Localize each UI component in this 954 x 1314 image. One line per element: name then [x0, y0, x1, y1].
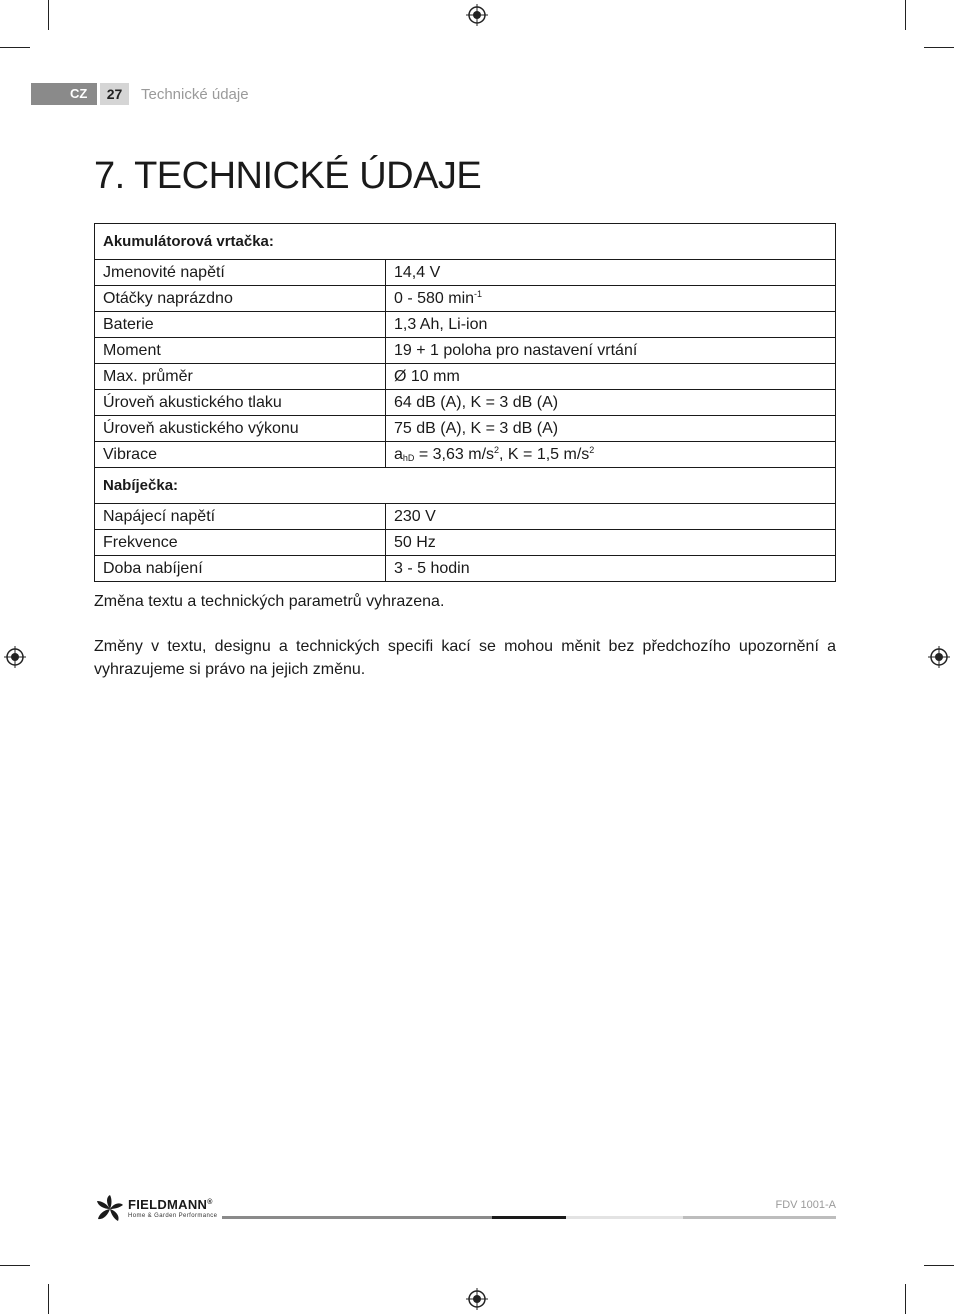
row-label: Úroveň akustického tlaku [95, 390, 386, 416]
change-note: Změna textu a technických parametrů vyhrazena. [94, 593, 445, 610]
row-value: 1,3 Ah, Li-ion [386, 312, 836, 338]
row-value: 50 Hz [386, 530, 836, 556]
brand-tagline: Home & Garden Performance [128, 1213, 218, 1219]
table-row [95, 390, 836, 416]
row-label: Otáčky naprázdno [95, 286, 386, 312]
table-row [95, 504, 836, 530]
model-code: FDV 1001-A [775, 1199, 836, 1211]
crop-mark [48, 1284, 49, 1314]
registration-mark-icon [466, 4, 488, 26]
table-row [95, 286, 836, 312]
row-label: Max. průměr [95, 364, 386, 390]
footer-rule [683, 1216, 836, 1219]
row-label: Doba nabíjení [95, 556, 386, 582]
row-value: 75 dB (A), K = 3 dB (A) [386, 416, 836, 442]
table-section-drill [95, 224, 836, 260]
row-value: Ø 10 mm [386, 364, 836, 390]
row-value: 64 dB (A), K = 3 dB (A) [386, 390, 836, 416]
language-code: CZ [70, 86, 88, 101]
registration-mark-icon [4, 646, 26, 668]
section-heading: Nabíječka: [95, 468, 836, 504]
subscript: hD [402, 453, 415, 463]
brand-text: FIELDMANN [128, 1197, 208, 1212]
row-label: Frekvence [95, 530, 386, 556]
crop-mark [48, 0, 49, 30]
crop-mark [0, 47, 30, 48]
crop-mark [905, 0, 906, 30]
row-label: Úroveň akustického výkonu [95, 416, 386, 442]
page-title: 7. TECHNICKÉ ÚDAJE [94, 155, 482, 197]
footer-rule [566, 1216, 683, 1219]
table-row [95, 364, 836, 390]
disclaimer-paragraph: Změny v textu, designu a technických specifi kací se mohou měnit bez předchozího upozornění a vyhrazujeme si právo na jejich změnu. [94, 638, 836, 678]
registered-mark: ® [207, 1199, 213, 1206]
table-section-charger [95, 468, 836, 504]
crop-mark [924, 1265, 954, 1266]
brand-name [128, 1197, 213, 1212]
row-value: 14,4 V [386, 260, 836, 286]
vibration-symbol: a [394, 446, 403, 463]
section-heading: Akumulátorová vrtačka: [95, 224, 836, 260]
row-label: Jmenovité napětí [95, 260, 386, 286]
running-header: Technické údaje [141, 86, 249, 103]
crop-mark [0, 1265, 30, 1266]
footer-rule [222, 1216, 492, 1219]
row-label: Napájecí napětí [95, 504, 386, 530]
crop-mark [905, 1284, 906, 1314]
table-row [95, 530, 836, 556]
table-row [95, 260, 836, 286]
row-value [386, 286, 836, 312]
registration-mark-icon [928, 646, 950, 668]
footer-rule [492, 1216, 566, 1219]
row-value: 19 + 1 poloha pro nastavení vrtání [386, 338, 836, 364]
page-number: 27 [100, 83, 129, 105]
table-row [95, 442, 836, 468]
row-label: Vibrace [95, 442, 386, 468]
table-row [95, 556, 836, 582]
row-label: Baterie [95, 312, 386, 338]
superscript: -1 [474, 289, 483, 299]
crop-mark [924, 47, 954, 48]
registration-mark-icon [466, 1288, 488, 1310]
spec-table [94, 223, 836, 582]
value-text: , K = 1,5 m/s [499, 446, 590, 463]
row-value: 3 - 5 hodin [386, 556, 836, 582]
table-row [95, 338, 836, 364]
value-text: 0 - 580 min [394, 290, 475, 307]
row-label: Moment [95, 338, 386, 364]
superscript: 2 [494, 445, 500, 455]
row-value [386, 442, 836, 468]
fieldmann-logo-icon [94, 1193, 126, 1225]
value-text: = 3,63 m/s [414, 446, 495, 463]
table-row [95, 312, 836, 338]
table-row [95, 416, 836, 442]
superscript: 2 [589, 445, 595, 455]
row-value: 230 V [386, 504, 836, 530]
